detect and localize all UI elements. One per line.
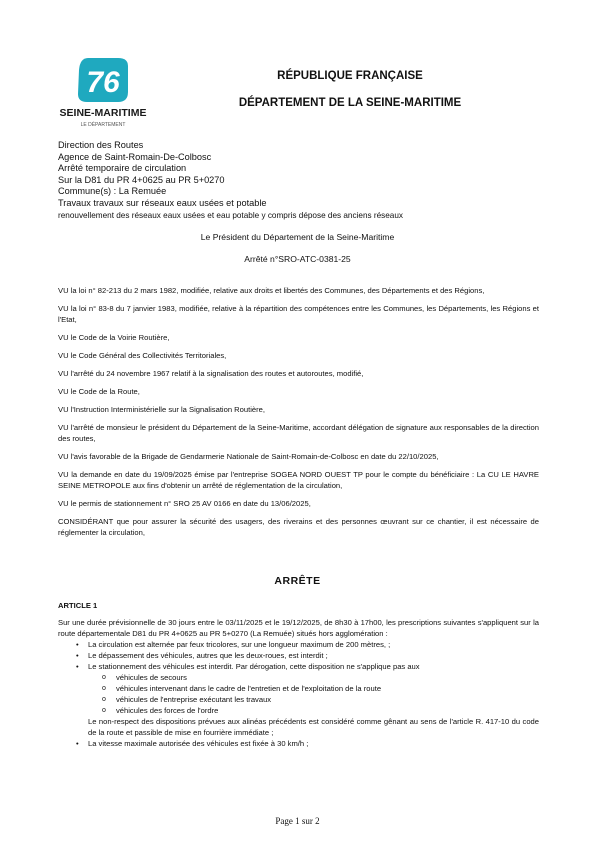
article-1-sublist	[58, 672, 539, 716]
vu-paragraph: VU l'avis favorable de la Brigade de Gendarmerie Nationale de Saint-Romain-de-Colbosc en date du 22/10/2025,	[58, 452, 439, 461]
vu-paragraph: VU le Code Général des Collectivités Territoriales,	[58, 351, 227, 360]
logo-graphic	[58, 56, 154, 132]
logo-name: SEINE-MARITIME	[59, 107, 147, 119]
meta-line: Agence de Saint-Romain-De-Colbosc	[58, 151, 212, 162]
vu-paragraph: VU la demande en date du 19/09/2025 émise par l'entreprise SOGEA NORD OUEST TP pour le compte du bénéficiaire : La CU LE HAVRE SEINE METROPOLE aux fins d'obtenir un arrêté de réglementation de la circulation,	[58, 470, 539, 490]
vu-paragraph: VU l'Instruction Interministérielle sur la Signalisation Routière,	[58, 405, 265, 414]
article-1-list-continued	[58, 738, 539, 749]
vu-paragraph: VU l'arrêté du 24 novembre 1967 relatif à la signalisation des routes et autoroutes, modifié,	[58, 369, 364, 378]
header-department: DÉPARTEMENT DE LA SEINE-MARITIME	[238, 97, 462, 109]
vu-paragraph: VU l'arrêté de monsieur le président du Département de la Seine-Maritime, accordant délégation de signature aux responsables de la direction des routes,	[58, 423, 539, 443]
meta-line: Direction des Routes	[58, 140, 144, 150]
page-footer: Page 1 sur 2	[275, 816, 320, 826]
arrete-heading: ARRÊTE	[274, 575, 321, 587]
sub-list-item: o véhicules de l'entreprise exécutant les travaux	[58, 694, 539, 705]
article-1-note: Le non-respect des dispositions prévues aux alinéas précédents est considéré comme gênant au sens de l'article R. 417-10 du code de la route et passible de mise en fourrière immédiate ;	[88, 717, 539, 737]
meta-block	[58, 140, 558, 221]
vu-paragraph: VU le Code de la Voirie Routière,	[58, 333, 170, 342]
list-item: • Le stationnement des véhicules est interdit. Par dérogation, cette disposition ne s'applique pas aux	[58, 661, 539, 672]
meta-line: Travaux travaux sur réseaux eaux usées et potable	[58, 197, 267, 208]
vu-block	[58, 285, 539, 538]
meta-line: Arrêté temporaire de circulation	[58, 163, 187, 174]
sub-list-item: o véhicules intervenant dans le cadre de l'entretien et de l'exploitation de la route	[58, 683, 539, 694]
meta-line: Commune(s) : La Remuée	[58, 186, 167, 197]
header-republic: RÉPUBLIQUE FRANÇAISE	[277, 70, 423, 82]
considerant-paragraph: CONSIDÉRANT que pour assurer la sécurité des usagers, des riverains et des personnes œuvrant sur ce chantier, il est nécessaire de réglementer la circulation,	[58, 517, 539, 537]
logo-number: 76	[86, 66, 120, 99]
list-item: • La vitesse maximale autorisée des véhicules est fixée à 30 km/h ;	[58, 738, 539, 749]
article-1-intro: Sur une durée prévisionnelle de 30 jours entre le 03/11/2025 et le 19/12/2025, de 8h30 à 17h00, les prescriptions suivantes s'appliquent sur la route départementale D81 du PR 4+0625 au PR 5+0270 (La Remuée) situés hors agglomération :	[58, 618, 539, 638]
sub-list-item: o véhicules des forces de l'ordre	[58, 705, 539, 716]
vu-paragraph: VU le Code de la Route,	[58, 387, 140, 396]
meta-line: renouvellement des réseaux eaux usées et eau potable y compris dépose des anciens réseaux	[58, 210, 403, 220]
department-logo	[58, 56, 154, 132]
list-item: • La circulation est alternée par feux tricolores, sur une longueur maximum de 200 mètres, ;	[58, 639, 539, 650]
vu-paragraph: VU la loi n° 82-213 du 2 mars 1982, modifiée, relative aux droits et libertés des Communes, des Départements et des Régions,	[58, 286, 485, 295]
president-line: Le Président du Département de la Seine-Maritime	[200, 232, 395, 242]
sub-list-item: o véhicules de secours	[58, 672, 539, 683]
vu-paragraph: VU le permis de stationnement n° SRO 25 AV 0166 en date du 13/06/2025,	[58, 499, 311, 508]
article-1-body	[58, 617, 539, 749]
list-item: • Le dépassement des véhicules, autres que les deux-roues, est interdit ;	[58, 650, 539, 661]
logo-subtitle: LE DÉPARTEMENT	[80, 122, 126, 128]
article-1-list	[58, 639, 539, 672]
article-1-title: ARTICLE 1	[58, 601, 98, 610]
arrete-number: Arrêté n°SRO-ATC-0381-25	[244, 254, 351, 264]
vu-paragraph: VU la loi n° 83-8 du 7 janvier 1983, modifiée, relative à la répartition des compétences entre les Communes, les Départements, les Régions et l'Etat,	[58, 304, 539, 324]
meta-line: Sur la D81 du PR 4+0625 au PR 5+0270	[58, 174, 225, 185]
